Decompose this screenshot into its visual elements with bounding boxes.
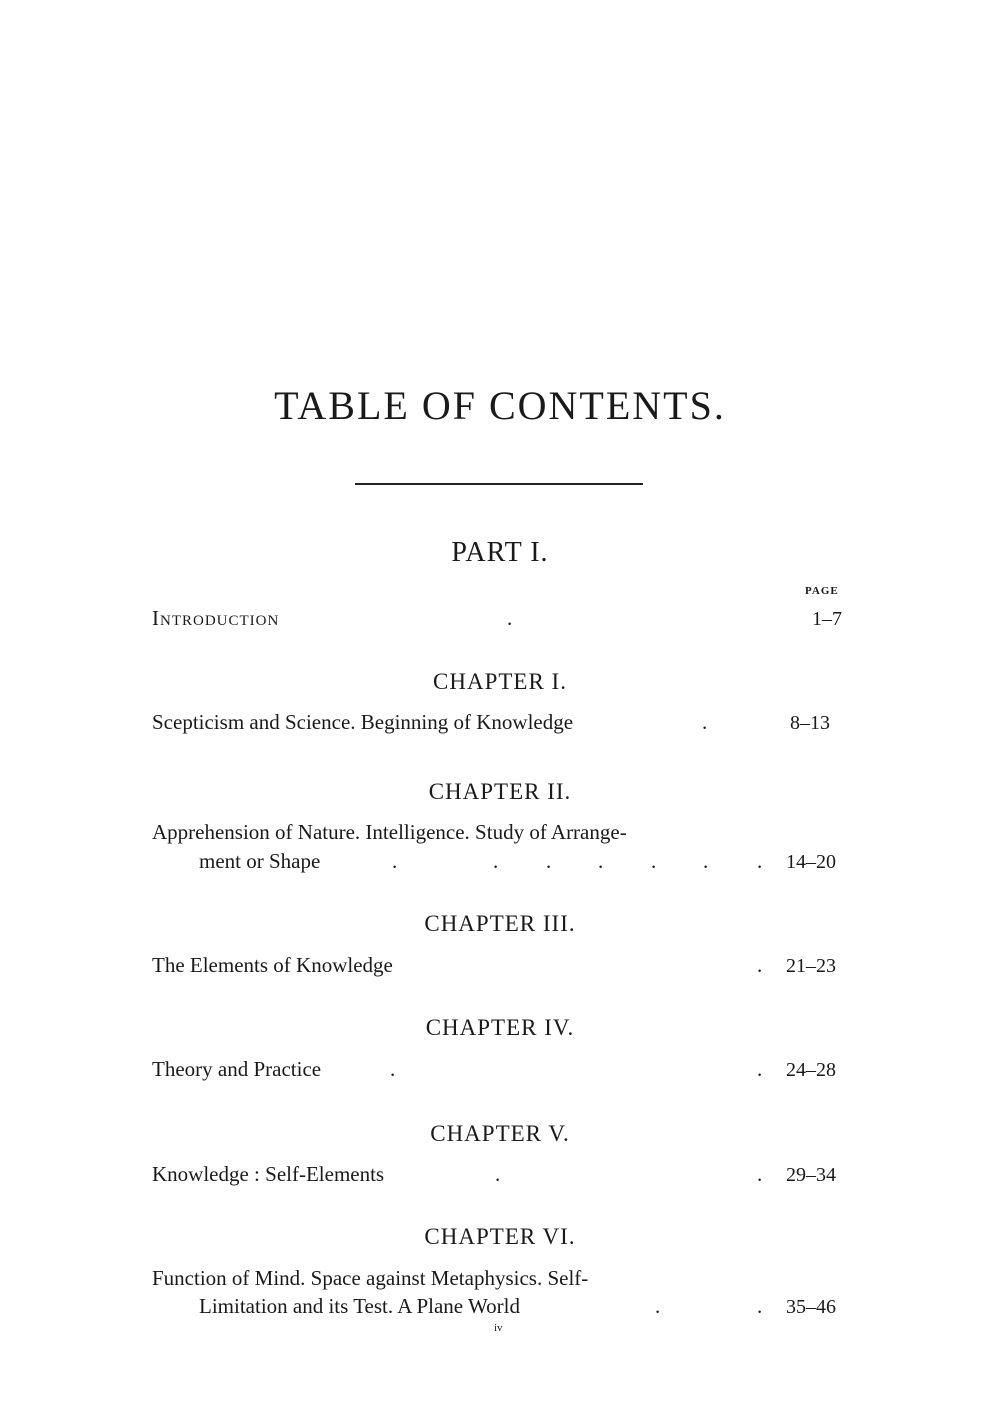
leader-dot: . [703, 849, 709, 873]
leader-dot: . [392, 849, 398, 873]
leader-dot: . [655, 1294, 661, 1318]
leader-dot: . [757, 1162, 763, 1186]
toc-entry-introduction: Introduction [152, 606, 280, 630]
leader-dot: . [546, 849, 552, 873]
toc-entry: The Elements of Knowledge [152, 953, 393, 977]
leader-dot: . [495, 1162, 501, 1186]
chapter-heading: CHAPTER VI. [424, 1224, 576, 1249]
leader-dot: . [757, 849, 763, 873]
toc-pages: 29–34 [786, 1164, 836, 1186]
toc-entry: Apprehension of Nature. Intelligence. Study of Arrange- [152, 820, 627, 844]
leader-dot: . [757, 1294, 763, 1318]
toc-pages-introduction: 1–7 [812, 608, 842, 630]
page-title: TABLE OF CONTENTS. [274, 383, 726, 428]
leader-dot: . [598, 849, 604, 873]
toc-pages: 35–46 [786, 1296, 836, 1318]
chapter-heading: CHAPTER II. [428, 779, 572, 804]
page-folio: iv [494, 1322, 503, 1334]
chapter-heading: CHAPTER I. [433, 669, 567, 694]
toc-entry: Scepticism and Science. Beginning of Knowledge [152, 710, 574, 734]
leader-dot: . [507, 606, 513, 630]
toc-entry: Knowledge : Self-Elements [152, 1162, 385, 1186]
toc-entry-continuation: Limitation and its Test. A Plane World [199, 1294, 520, 1318]
chapter-heading: CHAPTER IV. [425, 1015, 575, 1040]
toc-pages: 14–20 [786, 851, 836, 873]
leader-dot: . [757, 1057, 763, 1081]
title-rule [355, 483, 643, 485]
leader-dot: . [757, 953, 763, 977]
part-heading: PART I. [451, 537, 549, 568]
leader-dot: . [493, 849, 499, 873]
toc-entry: Function of Mind. Space against Metaphysics. Self- [152, 1266, 589, 1290]
chapter-heading: CHAPTER V. [430, 1121, 570, 1146]
toc-entry-continuation: ment or Shape [199, 849, 321, 873]
chapter-heading: CHAPTER III. [424, 911, 576, 936]
page-column-header: PAGE [805, 585, 839, 597]
leader-dot: . [390, 1057, 396, 1081]
toc-pages: 8–13 [790, 712, 830, 734]
toc-entry: Theory and Practice [152, 1057, 322, 1081]
toc-pages: 24–28 [786, 1059, 836, 1081]
leader-dot: . [651, 849, 657, 873]
leader-dot: . [702, 710, 708, 734]
toc-pages: 21–23 [786, 955, 836, 977]
